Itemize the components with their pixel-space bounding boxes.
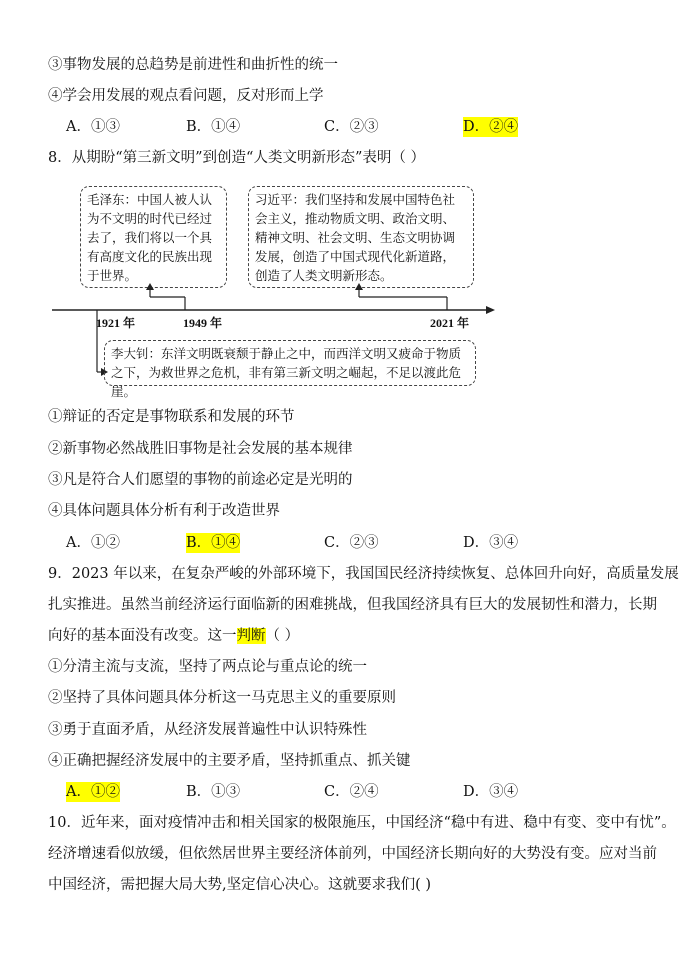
q9-statement-1: ①分清主流与支流，坚持了两点论与重点论的统一 <box>48 659 367 675</box>
q8-statement-1: ①辩证的否定是事物联系和发展的环节 <box>48 409 295 425</box>
q9-stem-text: 向好的基本面没有改变。这一 <box>48 628 237 644</box>
q8-option-c: C．②③ <box>324 535 379 551</box>
q9-option-c: C．②④ <box>324 784 379 800</box>
q7-option-d-answer: D．②④ <box>463 119 519 135</box>
q8-option-a: A．①② <box>66 535 120 551</box>
q10-stem-line-1: 10．近年来，面对疫情冲击和相关国家的极限施压，中国经济“稳中有进、稳中有变、变中有忧”。 <box>48 815 676 831</box>
q9-stem-line-1: 9．2023 年以来，在复杂严峻的外部环境下，我国国民经济持续恢复、总体回升向好，高质量发展 <box>48 566 679 582</box>
q7-option-c: C．②③ <box>324 119 379 135</box>
q9-option-a-answer: A．①② <box>66 784 120 800</box>
q8-option-b-answer: B．①④ <box>186 535 241 551</box>
q9-stem-line-2: 扎实推进。虽然当前经济运行面临新的困难挑战，但我国经济具有巨大的发展韧性和潜力，长期 <box>48 597 657 613</box>
quote-box-li: 李大钊：东洋文明既衰颓于静止之中，而西洋文明又疲命于物质之下，为救世界之危机，非有第三新文明之崛起，不足以渡此危崖。 <box>104 340 476 386</box>
year-1949: 1949 年 <box>183 316 223 330</box>
q10-stem-line-3: 中国经济，需把握大局大势,坚定信心决心。这就要求我们( ) <box>48 877 432 893</box>
q9-option-b: B．①③ <box>186 784 241 800</box>
q9-stem-line-3 <box>48 626 299 646</box>
q7-option-b: B．①④ <box>186 119 241 135</box>
q9-statement-3: ③勇于直面矛盾，从经济发展普遍性中认识特殊性 <box>48 722 367 738</box>
q7-statement-4: ④学会用发展的观点看问题，反对形而上学 <box>48 88 324 104</box>
q8-statement-2: ②新事物必然战胜旧事物是社会发展的基本规律 <box>48 441 353 457</box>
q9-highlight-judgement: 判断 <box>236 628 266 644</box>
q7-option-a: A．①③ <box>66 119 120 135</box>
quote-box-xi: 习近平：我们坚持和发展中国特色社会主义，推动物质文明、政治文明、精神文明、社会文明、生态文明协调发展，创造了中国式现代化新道路，创造了人类文明新形态。 <box>248 186 474 288</box>
q9-blank: （ ） <box>265 628 300 644</box>
timeline-arrow-icon <box>486 306 495 314</box>
q8-statement-4: ④具体问题具体分析有利于改造世界 <box>48 503 280 519</box>
q9-statement-2: ②坚持了具体问题具体分析这一马克思主义的重要原则 <box>48 690 396 706</box>
q10-stem-line-2: 经济增速看似放缓，但依然居世界主要经济体前列，中国经济长期向好的大势没有变。应对当前 <box>48 846 657 862</box>
q8-stem: 8．从期盼“第三新文明”到创造“人类文明新形态”表明（ ） <box>48 150 425 166</box>
q9-statement-4: ④正确把握经济发展中的主要矛盾，坚持抓重点、抓关键 <box>48 753 411 769</box>
q9-option-d: D．③④ <box>463 784 519 800</box>
year-2021: 2021 年 <box>430 316 470 330</box>
year-1921: 1921 年 <box>96 316 136 330</box>
quote-box-mao: 毛泽东：中国人被人认为不文明的时代已经过去了，我们将以一个具有高度文化的民族出现于世界。 <box>80 186 227 288</box>
q8-statement-3: ③凡是符合人们愿望的事物的前途必定是光明的 <box>48 472 353 488</box>
q8-option-d: D．③④ <box>463 535 519 551</box>
q7-statement-3: ③事物发展的总趋势是前进性和曲折性的统一 <box>48 57 338 73</box>
